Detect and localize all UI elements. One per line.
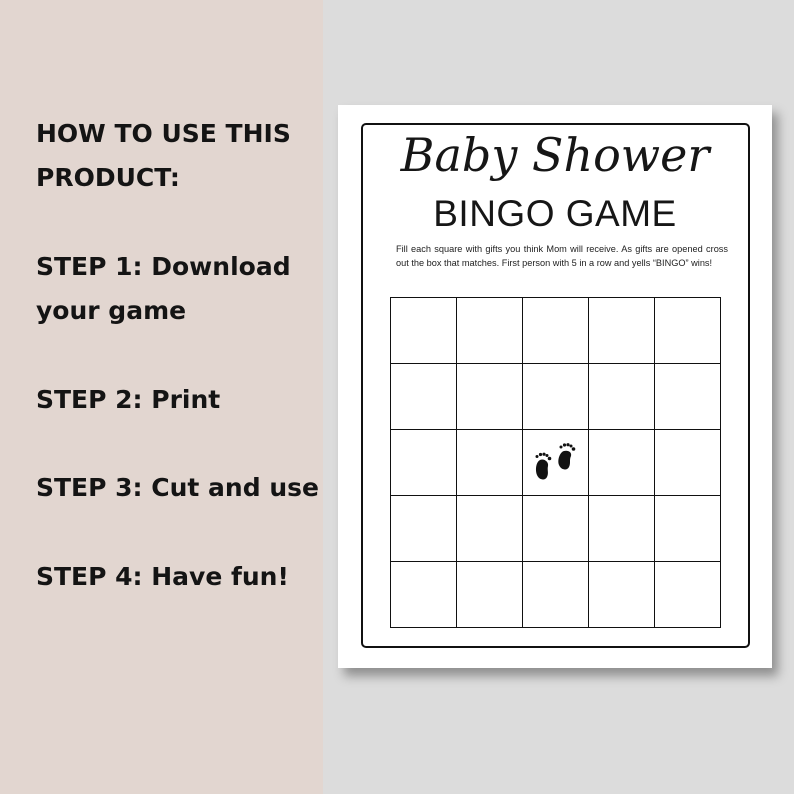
bingo-sheet (338, 105, 772, 668)
grid-cell (391, 496, 457, 562)
grid-cell (589, 562, 655, 628)
grid-row (391, 364, 721, 430)
title-script: Baby Shower (400, 128, 710, 182)
grid-cell (589, 496, 655, 562)
step-3: STEP 3: Cut and use (36, 473, 319, 502)
grid-cell-center (523, 430, 589, 496)
grid-cell (457, 496, 523, 562)
grid-row (391, 298, 721, 364)
step-1-line1: STEP 1: Download (36, 252, 291, 281)
grid-cell (523, 562, 589, 628)
grid-cell (457, 364, 523, 430)
grid-row (391, 562, 721, 628)
grid-cell (655, 364, 721, 430)
grid-cell (391, 364, 457, 430)
grid-cell (457, 430, 523, 496)
grid-cell (589, 298, 655, 364)
title-main: BINGO GAME (433, 193, 677, 234)
bingo-grid (390, 297, 721, 628)
grid-cell (655, 496, 721, 562)
grid-cell (655, 298, 721, 364)
grid-cell (457, 562, 523, 628)
step-1-line2: your game (36, 296, 187, 325)
grid-cell (589, 364, 655, 430)
grid-cell (655, 562, 721, 628)
grid-cell (391, 562, 457, 628)
how-to-heading-line2: PRODUCT: (36, 163, 180, 192)
game-rules: Fill each square with gifts you think Mom will receive. As gifts are opened cross out the box that matches. First person with 5 in a row and yells “BINGO” wins! (396, 244, 728, 268)
step-2: STEP 2: Print (36, 385, 221, 414)
how-to-heading-line1: HOW TO USE THIS (36, 119, 291, 148)
grid-cell (391, 430, 457, 496)
grid-row (391, 430, 721, 496)
grid-row (391, 496, 721, 562)
grid-cell (523, 364, 589, 430)
baby-footprints-icon (532, 440, 580, 482)
grid-cell (655, 430, 721, 496)
grid-cell (523, 496, 589, 562)
grid-cell (589, 430, 655, 496)
grid-cell (523, 298, 589, 364)
grid-cell (457, 298, 523, 364)
grid-cell (391, 298, 457, 364)
step-4: STEP 4: Have fun! (36, 562, 289, 591)
